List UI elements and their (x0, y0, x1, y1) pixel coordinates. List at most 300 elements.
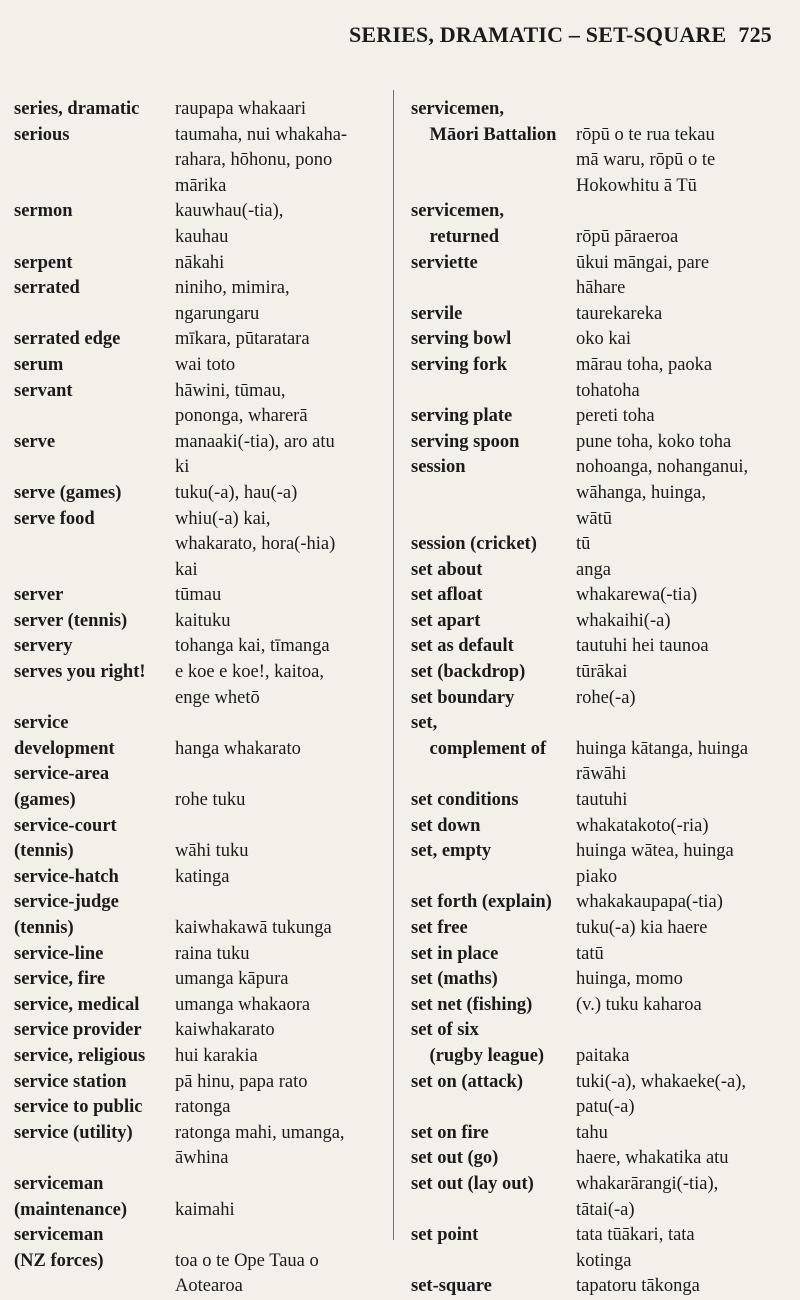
headword-line: (tennis) (14, 918, 74, 938)
dictionary-entry (411, 532, 791, 558)
entry-definition (175, 1044, 389, 1070)
dictionary-entry (411, 967, 791, 993)
header-title: SERIES, DRAMATIC – SET-SQUARE (348, 22, 727, 47)
definition-line: umanga whakaora (175, 994, 311, 1015)
dictionary-entry (14, 993, 389, 1019)
entry-headword (14, 967, 175, 993)
dictionary-entry (411, 455, 791, 532)
definition-line: hāwini, tūmau, (175, 380, 286, 401)
definition-line: enge whetō (175, 687, 260, 708)
headword-line: set, empty (411, 841, 492, 862)
definition-line: āwhina (175, 1148, 229, 1169)
entry-headword (411, 353, 576, 404)
headword-line: serpent (14, 252, 73, 273)
headword-line: servicemen, (411, 99, 504, 119)
entry-definition (175, 942, 389, 968)
headword-line: Māori Battalion (411, 124, 557, 145)
headword-line: set out (go) (411, 1148, 499, 1169)
dictionary-entry (14, 1044, 389, 1070)
definition-line: kaimahi (175, 1199, 235, 1220)
headword-line: set afloat (411, 585, 483, 606)
entry-headword (14, 199, 175, 250)
headword-line: serve (14, 431, 56, 452)
entry-definition (576, 839, 791, 890)
headword-line: set about (411, 559, 483, 580)
entry-headword (14, 123, 175, 200)
entry-headword (411, 839, 576, 890)
entry-definition (576, 634, 791, 660)
definition-line: wāhi tuku (175, 841, 249, 862)
definition-line (175, 762, 389, 788)
definition-line: tatū (576, 943, 604, 964)
definition-line: tū (576, 534, 591, 555)
definition-line: hui karakia (175, 1045, 258, 1066)
dictionary-entry (411, 788, 791, 814)
definition-line: mā waru, rōpū o te (576, 150, 716, 171)
entry-definition (175, 251, 389, 277)
entry-headword (411, 609, 576, 635)
definition-line: wātū (576, 508, 612, 529)
definition-line: kaiwhakawā tukunga (175, 918, 332, 938)
headword-line: service, fire (14, 969, 106, 990)
headword-line: service-hatch (14, 866, 119, 887)
entry-headword (411, 660, 576, 686)
entry-headword (411, 686, 576, 712)
definition-line (175, 890, 389, 916)
headword-line: session (411, 457, 466, 478)
dictionary-entry (14, 97, 389, 123)
entry-headword (411, 1121, 576, 1147)
definition-line: tata tūākari, tata (576, 1225, 695, 1246)
headword-line: service provider (14, 1020, 142, 1041)
entry-definition (576, 660, 791, 686)
headword-line: serious (14, 124, 70, 145)
entry-definition (576, 890, 791, 916)
entry-headword (14, 1172, 175, 1223)
dictionary-entry (411, 430, 791, 456)
definition-line: (v.) tuku kaharoa (576, 994, 702, 1015)
definition-line: katinga (175, 866, 230, 887)
entry-definition (576, 993, 791, 1019)
definition-line: taurekareka (576, 303, 663, 324)
entry-definition (175, 199, 389, 250)
definition-line: toa o te Ope Taua o (175, 1250, 319, 1271)
dictionary-entry (411, 1274, 791, 1300)
definition-line: pā hinu, papa rato (175, 1071, 308, 1092)
entry-headword (14, 660, 175, 711)
definition-line: rohe tuku (175, 790, 246, 811)
definition-line: whakaihi(-a) (576, 610, 671, 631)
headword-line: (rugby league) (411, 1045, 545, 1066)
entry-headword (14, 507, 175, 584)
entry-headword (411, 583, 576, 609)
entry-headword (14, 634, 175, 660)
dictionary-entry (14, 814, 389, 865)
dictionary-entry (14, 353, 389, 379)
dictionary-entry (411, 1018, 791, 1069)
entry-definition (175, 1070, 389, 1096)
entry-headword (411, 532, 576, 558)
entry-headword (14, 379, 175, 430)
definition-line (175, 814, 389, 840)
headword-line: set-square (411, 1276, 492, 1297)
entry-definition (175, 430, 389, 481)
dictionary-entry (14, 1172, 389, 1223)
entry-definition (175, 1095, 389, 1121)
entry-definition (576, 942, 791, 968)
dictionary-entry (411, 814, 791, 840)
entry-definition (576, 788, 791, 814)
definition-line: Aotearoa (175, 1276, 243, 1297)
headword-line: serving fork (411, 354, 508, 375)
definition-line: tapatoru tākonga (576, 1276, 700, 1297)
dictionary-entry (14, 276, 389, 327)
headword-line: set apart (411, 610, 481, 631)
dictionary-entry (411, 404, 791, 430)
entry-headword (411, 327, 576, 353)
headword-line: set point (411, 1225, 479, 1246)
entry-headword (14, 481, 175, 507)
entry-headword (411, 251, 576, 302)
headword-line: serrated (14, 278, 80, 299)
dictionary-entry (14, 379, 389, 430)
dictionary-entry (14, 430, 389, 481)
dictionary-entry (411, 711, 791, 788)
dictionary-entry (14, 1223, 389, 1300)
entry-definition (175, 890, 389, 941)
definition-line: rōpū o te rua tekau (576, 124, 715, 145)
definition-line: e koe e koe!, kaitoa, (175, 662, 324, 683)
dictionary-entry (14, 967, 389, 993)
headword-line: (tennis) (14, 841, 74, 862)
entry-definition (175, 583, 389, 609)
definition-line: huinga, momo (576, 969, 683, 990)
definition-line: ngarungaru (175, 303, 260, 324)
definition-line (175, 711, 389, 737)
entry-definition (175, 507, 389, 584)
definition-line: hanga whakarato (175, 738, 301, 759)
definition-line: mīkara, pūtaratara (175, 329, 310, 350)
definition-line: umanga kāpura (175, 969, 289, 990)
definition-line: kauhau (175, 226, 229, 247)
entry-definition (576, 711, 791, 788)
definition-line: mārau toha, paoka (576, 354, 713, 375)
entry-headword (411, 1223, 576, 1274)
entry-headword (14, 1223, 175, 1300)
definition-line: nohoanga, nohanganui, (576, 457, 749, 478)
headword-line: servant (14, 380, 73, 401)
definition-line: anga (576, 559, 611, 580)
headword-line: serves you right! (14, 662, 146, 683)
definition-line: niniho, mimira, (175, 278, 290, 299)
entry-headword (411, 890, 576, 916)
definition-line (175, 1223, 389, 1249)
definition-line: piako (576, 866, 618, 887)
entry-definition (576, 532, 791, 558)
headword-line: set as default (411, 636, 514, 657)
entry-definition (175, 1121, 389, 1172)
entry-definition (576, 558, 791, 584)
headword-line: set (maths) (411, 969, 498, 990)
entry-headword (411, 1274, 576, 1300)
entry-headword (14, 1070, 175, 1096)
headword-line: serving plate (411, 406, 513, 427)
headword-line: development (14, 738, 115, 759)
dictionary-entry (411, 890, 791, 916)
definition-line: whakarato, hora(-hia) (175, 534, 336, 555)
entry-definition (175, 353, 389, 379)
dictionary-entry (411, 993, 791, 1019)
entry-headword (411, 993, 576, 1019)
entry-definition (175, 123, 389, 200)
entry-definition (175, 711, 389, 762)
entry-definition (576, 1146, 791, 1172)
right-column (411, 97, 791, 1300)
entry-headword (14, 430, 175, 481)
definition-line: kai (175, 559, 198, 580)
definition-line (576, 97, 791, 123)
dictionary-entry (411, 1146, 791, 1172)
definition-line: rohe(-a) (576, 687, 636, 708)
definition-line: huinga wātea, huinga (576, 841, 734, 862)
entry-headword (411, 967, 576, 993)
entry-headword (14, 251, 175, 277)
entry-definition (175, 379, 389, 430)
dictionary-entry (14, 251, 389, 277)
headword-line: serviceman (14, 1173, 104, 1194)
entry-headword (411, 942, 576, 968)
headword-line: set free (411, 918, 468, 938)
entry-headword (411, 430, 576, 456)
dictionary-entry (411, 1070, 791, 1121)
entry-headword (411, 814, 576, 840)
definition-line: manaaki(-tia), aro atu (175, 431, 335, 452)
dictionary-entry (411, 199, 791, 250)
headword-line: server (tennis) (14, 610, 128, 631)
dictionary-entry (411, 97, 791, 199)
headword-line: serve (games) (14, 482, 122, 503)
headword-line: service (14, 713, 69, 734)
definition-line: Hokowhitu ā Tū (576, 175, 697, 196)
definition-line: wāhanga, huinga, (576, 482, 706, 503)
entry-headword (14, 327, 175, 353)
entry-headword (411, 404, 576, 430)
definition-line: hāhare (576, 278, 626, 299)
dictionary-entry (14, 634, 389, 660)
definition-line: paitaka (576, 1045, 630, 1066)
dictionary-entry (411, 558, 791, 584)
headword-line: session (cricket) (411, 534, 537, 555)
entry-headword (411, 558, 576, 584)
dictionary-entry (411, 302, 791, 328)
entry-definition (175, 327, 389, 353)
dictionary-entry (411, 916, 791, 942)
entry-headword (14, 97, 175, 123)
entry-headword (14, 865, 175, 891)
dictionary-entry (14, 583, 389, 609)
definition-line: kaiwhakarato (175, 1020, 275, 1041)
entry-definition (175, 660, 389, 711)
headword-line: set, (411, 713, 438, 734)
entry-headword (14, 814, 175, 865)
entry-definition (175, 1172, 389, 1223)
headword-line: series, dramatic (14, 99, 140, 119)
entry-definition (576, 686, 791, 712)
entry-definition (175, 634, 389, 660)
dictionary-entry (14, 327, 389, 353)
entry-definition (576, 302, 791, 328)
entry-definition (175, 1018, 389, 1044)
headword-line: (games) (14, 790, 76, 811)
definition-line: nākahi (175, 252, 225, 273)
definition-line: rahara, hōhonu, pono (175, 150, 333, 171)
definition-line: tūrākai (576, 662, 628, 683)
dictionary-entry (14, 890, 389, 941)
headword-line: set of six (411, 1020, 479, 1041)
entry-definition (576, 1018, 791, 1069)
headword-line: service station (14, 1071, 127, 1092)
dictionary-entry (411, 1223, 791, 1274)
entry-headword (411, 916, 576, 942)
dictionary-entry (14, 609, 389, 635)
dictionary-entry (14, 199, 389, 250)
dictionary-entry (411, 634, 791, 660)
entry-headword (411, 1018, 576, 1069)
entry-headword (14, 276, 175, 327)
entry-headword (14, 609, 175, 635)
definition-line: kauwhau(-tia), (175, 201, 284, 222)
entry-definition (175, 865, 389, 891)
definition-line: raina tuku (175, 943, 250, 964)
headword-line: sermon (14, 201, 73, 222)
headword-line: serviette (411, 252, 478, 273)
entry-definition (576, 1172, 791, 1223)
dictionary-entry (14, 942, 389, 968)
entry-definition (576, 814, 791, 840)
left-column (14, 97, 389, 1300)
entry-headword (411, 711, 576, 788)
headword-line: service to public (14, 1097, 143, 1118)
definition-line: tautuhi hei taunoa (576, 636, 709, 657)
entry-headword (14, 762, 175, 813)
entry-headword (14, 1018, 175, 1044)
headword-line: set forth (explain) (411, 892, 552, 913)
dictionary-entry (411, 353, 791, 404)
definition-line (576, 1018, 791, 1044)
dictionary-entry (14, 1018, 389, 1044)
headword-line: service, religious (14, 1045, 146, 1066)
entry-headword (411, 788, 576, 814)
headword-line: set on fire (411, 1122, 489, 1143)
headword-line: set net (fishing) (411, 994, 533, 1015)
headword-line: service-area (14, 764, 110, 785)
entry-definition (576, 251, 791, 302)
page-number: 725 (738, 22, 772, 47)
entry-definition (175, 481, 389, 507)
headword-line: service-court (14, 815, 117, 836)
dictionary-entry (411, 660, 791, 686)
definition-line: tuku(-a), hau(-a) (175, 482, 298, 503)
dictionary-entry (411, 327, 791, 353)
dictionary-entry (14, 507, 389, 584)
headword-line: serrated edge (14, 329, 121, 350)
definition-line: tātai(-a) (576, 1199, 635, 1220)
entry-definition (175, 609, 389, 635)
dictionary-entry (411, 839, 791, 890)
headword-line: serviceman (14, 1225, 104, 1246)
definition-line: whakarārangi(-tia), (576, 1173, 719, 1194)
entry-headword (14, 1044, 175, 1070)
definition-line: ratonga mahi, umanga, (175, 1122, 345, 1143)
definition-line: oko kai (576, 329, 631, 350)
dictionary-entry (411, 583, 791, 609)
headword-line: set conditions (411, 790, 519, 811)
entry-headword (411, 97, 576, 199)
definition-line: tahu (576, 1122, 608, 1143)
headword-line: service (utility) (14, 1122, 133, 1143)
headword-line: (NZ forces) (14, 1250, 104, 1271)
entry-definition (576, 583, 791, 609)
entry-definition (175, 814, 389, 865)
definition-line: patu(-a) (576, 1097, 635, 1118)
entry-headword (14, 583, 175, 609)
entry-headword (14, 942, 175, 968)
dictionary-entry (411, 1172, 791, 1223)
dictionary-entry (411, 609, 791, 635)
entry-headword (14, 890, 175, 941)
entry-definition (576, 353, 791, 404)
entry-definition (576, 430, 791, 456)
headword-line: set in place (411, 943, 499, 964)
entry-headword (14, 1121, 175, 1172)
running-header (0, 22, 800, 56)
entry-definition (576, 609, 791, 635)
column-divider (393, 90, 394, 1240)
entry-headword (14, 711, 175, 762)
definition-line: whiu(-a) kai, (175, 508, 271, 529)
headword-line: set out (lay out) (411, 1173, 534, 1194)
entry-headword (411, 1172, 576, 1223)
definition-line: raupapa whakaari (175, 99, 306, 119)
definition-line: tautuhi (576, 790, 628, 811)
headword-line: serving bowl (411, 329, 512, 350)
definition-line: tūmau (175, 585, 222, 606)
entry-headword (14, 993, 175, 1019)
dictionary-entry (411, 251, 791, 302)
entry-definition (576, 455, 791, 532)
definition-line (576, 199, 791, 225)
entry-headword (411, 1146, 576, 1172)
entry-definition (175, 993, 389, 1019)
headword-line: set boundary (411, 687, 515, 708)
definition-line: ūkui māngai, pare (576, 252, 710, 273)
definition-line: whakatakoto(-ria) (576, 815, 709, 836)
dictionary-entry (411, 1121, 791, 1147)
definition-line: tuku(-a) kia haere (576, 918, 708, 938)
entry-definition (175, 276, 389, 327)
definition-line: rāwāhi (576, 764, 627, 785)
headword-line: serving spoon (411, 431, 520, 452)
definition-line: kotinga (576, 1250, 632, 1271)
headword-line: server (14, 585, 64, 606)
definition-line: ratonga (175, 1097, 231, 1118)
headword-line: set down (411, 815, 481, 836)
entry-definition (175, 1223, 389, 1300)
definition-line: pereti toha (576, 406, 655, 427)
definition-line: haere, whakatika atu (576, 1148, 729, 1169)
definition-line: whakakaupapa(-tia) (576, 892, 723, 913)
definition-line (175, 1172, 389, 1198)
